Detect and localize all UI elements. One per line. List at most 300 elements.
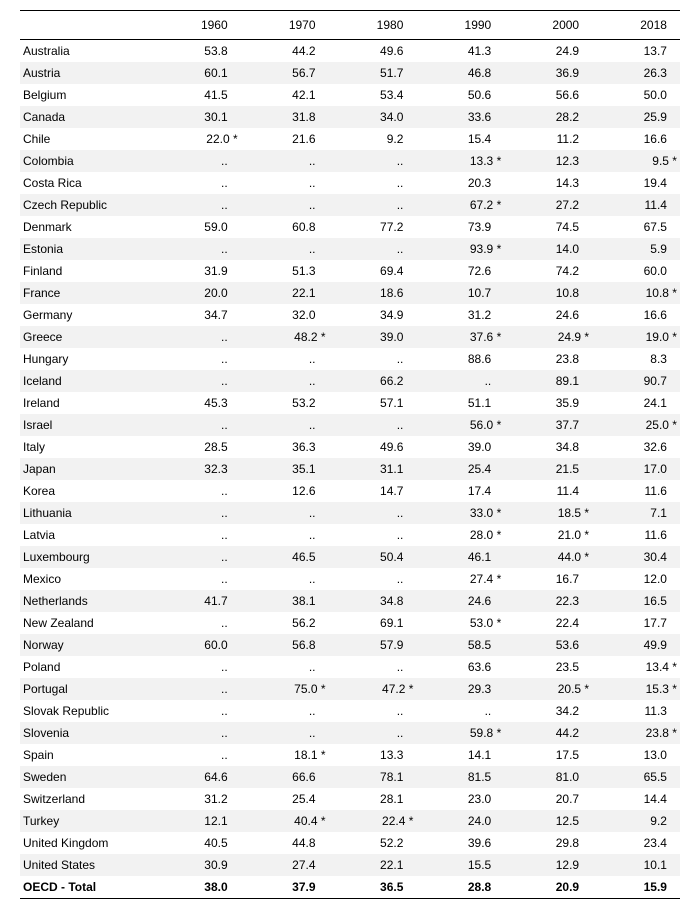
row-cell (416, 304, 504, 326)
row-value: 34.8 (380, 594, 404, 608)
row-cell (416, 656, 504, 678)
row-cell (592, 260, 680, 282)
row-value: 60.0 (643, 264, 667, 278)
row-cell (504, 216, 592, 238)
row-value: 18.1 * (294, 748, 326, 762)
row-cell (153, 810, 241, 832)
row-cell (416, 810, 504, 832)
row-cell (504, 502, 592, 524)
row-cell (592, 766, 680, 788)
row-value: 14.3 (555, 176, 580, 190)
row-cell (153, 612, 241, 634)
row-value: 11.2 (556, 132, 580, 146)
row-cell (592, 216, 680, 238)
row-value: 41.3 (467, 44, 492, 58)
row-label: Denmark (23, 220, 72, 234)
row-cell (241, 392, 329, 414)
row-value: 57.1 (380, 396, 404, 410)
row-label: Japan (23, 462, 56, 476)
row-cell (504, 84, 592, 106)
table-row (20, 832, 680, 854)
row-cell (504, 700, 592, 722)
row-cell (504, 150, 592, 172)
row-value: 12.0 (643, 572, 667, 586)
row-cell (592, 656, 680, 678)
row-value: 45.3 (204, 396, 228, 410)
row-cell (241, 568, 329, 590)
row-cell (241, 590, 329, 612)
row-cell (416, 634, 504, 656)
row-value: 72.6 (467, 264, 492, 278)
row-cell (153, 480, 241, 502)
row-value: 40.4 * (294, 814, 326, 828)
row-value: 24.6 (555, 308, 580, 322)
row-cell (416, 590, 504, 612)
header-value: 1970 (288, 18, 316, 32)
table-row (20, 40, 680, 62)
table-row (20, 700, 680, 722)
row-value: .. (220, 418, 228, 432)
total-row (20, 876, 680, 898)
row-value: 34.0 (380, 110, 404, 124)
row-cell (416, 480, 504, 502)
row-cell (329, 634, 417, 656)
row-value: 44.2 (555, 726, 580, 740)
row-cell (153, 678, 241, 700)
row-value: 20.5 * (557, 682, 590, 696)
row-cell (241, 656, 329, 678)
row-cell (592, 854, 680, 876)
row-cell (241, 766, 329, 788)
row-cell (504, 194, 592, 216)
row-cell (592, 282, 680, 304)
row-value: 22.4 * (382, 814, 414, 828)
row-value: 41.5 (204, 88, 228, 102)
row-cell (153, 700, 241, 722)
row-value: .. (308, 154, 316, 168)
row-cell (241, 744, 329, 766)
row-cell (329, 84, 417, 106)
row-value: .. (220, 330, 228, 344)
row-cell (153, 106, 241, 128)
row-value: 34.2 (555, 704, 580, 718)
row-cell (504, 414, 592, 436)
row-value: 53.6 (555, 638, 580, 652)
header-cell (592, 11, 680, 39)
table-row (20, 744, 680, 766)
table-row (20, 612, 680, 634)
row-cell (592, 238, 680, 260)
row-value: 90.7 (643, 374, 667, 388)
row-value: 23.0 (467, 792, 492, 806)
row-value: 81.5 (467, 770, 492, 784)
row-value: 60.0 (204, 638, 228, 652)
row-cell (504, 854, 592, 876)
row-label: Mexico (23, 572, 62, 586)
row-cell (329, 480, 417, 502)
row-value: 27.2 (555, 198, 580, 212)
row-value: 15.3 * (645, 682, 677, 696)
row-cell (592, 194, 680, 216)
row-cell (329, 172, 417, 194)
table-row (20, 282, 680, 304)
row-label: United Kingdom (23, 836, 109, 850)
table-row (20, 810, 680, 832)
row-cell (153, 304, 241, 326)
row-cell (416, 282, 504, 304)
row-value: 93.9 * (469, 242, 502, 256)
row-label: Estonia (23, 242, 64, 256)
row-value: .. (308, 198, 316, 212)
row-value: 23.4 (643, 836, 667, 850)
row-value: 30.4 (643, 550, 667, 564)
table-row (20, 392, 680, 414)
row-cell (241, 700, 329, 722)
row-value: 13.7 (643, 44, 667, 58)
row-value: 27.4 * (469, 572, 502, 586)
row-value: 32.3 (204, 462, 228, 476)
row-cell (504, 326, 592, 348)
table-row (20, 788, 680, 810)
row-value: 89.1 (555, 374, 580, 388)
table-row (20, 766, 680, 788)
row-cell (592, 480, 680, 502)
row-cell (329, 194, 417, 216)
row-cell (416, 62, 504, 84)
row-value: 66.2 (380, 374, 404, 388)
row-cell (329, 436, 417, 458)
row-value: .. (220, 726, 228, 740)
row-cell (153, 392, 241, 414)
row-value: 57.9 (380, 638, 404, 652)
row-value: 53.0 * (469, 616, 502, 630)
row-cell (153, 590, 241, 612)
total-value: 28.8 (467, 880, 492, 894)
row-cell (592, 788, 680, 810)
row-cell (153, 128, 241, 150)
row-cell (504, 458, 592, 480)
table-row (20, 480, 680, 502)
row-cell (153, 832, 241, 854)
row-cell (329, 546, 417, 568)
row-value: .. (220, 682, 228, 696)
row-value: .. (396, 352, 404, 366)
row-cell (416, 744, 504, 766)
row-value: .. (220, 704, 228, 718)
table-row (20, 502, 680, 524)
row-value: .. (220, 352, 228, 366)
row-cell (416, 700, 504, 722)
row-value: 34.8 (555, 440, 580, 454)
row-cell (592, 502, 680, 524)
row-value: .. (308, 418, 316, 432)
row-value: 17.5 (555, 748, 580, 762)
row-cell (329, 62, 417, 84)
row-value: 39.6 (467, 836, 492, 850)
row-cell (416, 128, 504, 150)
row-cell (504, 832, 592, 854)
row-value: 25.4 (292, 792, 316, 806)
row-cell (329, 304, 417, 326)
row-value: .. (396, 572, 404, 586)
row-value: 11.3 (644, 704, 667, 718)
row-value: 59.8 * (469, 726, 502, 740)
row-cell (153, 854, 241, 876)
row-cell (416, 150, 504, 172)
row-value: .. (308, 176, 316, 190)
table-row (20, 62, 680, 84)
row-value: .. (220, 748, 228, 762)
row-cell (416, 678, 504, 700)
row-cell (504, 348, 592, 370)
row-value: 35.9 (555, 396, 580, 410)
row-value: 56.6 (555, 88, 580, 102)
row-cell (241, 546, 329, 568)
row-value: 12.1 (204, 814, 228, 828)
row-cell (504, 590, 592, 612)
table-row (20, 656, 680, 678)
row-cell (504, 304, 592, 326)
row-cell (592, 40, 680, 62)
row-cell (416, 370, 504, 392)
row-cell (416, 502, 504, 524)
row-label: Luxembourg (23, 550, 90, 564)
row-value: 53.8 (204, 44, 228, 58)
row-value: 22.1 (292, 286, 316, 300)
row-value: 5.9 (650, 242, 667, 256)
row-value: 32.6 (643, 440, 667, 454)
row-value: 30.1 (204, 110, 228, 124)
row-value: 21.6 (292, 132, 316, 146)
table-row (20, 414, 680, 436)
row-value: 23.8 * (645, 726, 677, 740)
row-cell (504, 436, 592, 458)
row-value: .. (220, 198, 228, 212)
total-cell (592, 876, 680, 898)
row-cell (592, 348, 680, 370)
row-cell (504, 788, 592, 810)
row-value: .. (308, 572, 316, 586)
row-cell (153, 84, 241, 106)
row-label: Slovak Republic (23, 704, 110, 718)
row-value: 9.2 (386, 132, 404, 146)
row-value: 24.9 * (557, 330, 590, 344)
table-row (20, 216, 680, 238)
table-row (20, 568, 680, 590)
row-value: 16.6 (643, 132, 667, 146)
row-value: .. (220, 660, 228, 674)
table-row (20, 84, 680, 106)
row-cell (329, 590, 417, 612)
row-cell (329, 810, 417, 832)
row-cell (504, 524, 592, 546)
row-value: 66.6 (292, 770, 316, 784)
table-row (20, 436, 680, 458)
row-value: .. (396, 528, 404, 542)
total-value: 20.9 (555, 880, 580, 894)
row-value: .. (484, 374, 492, 388)
row-cell (416, 568, 504, 590)
row-value: 64.6 (204, 770, 228, 784)
row-cell (592, 458, 680, 480)
row-label: Germany (23, 308, 73, 322)
row-cell (329, 106, 417, 128)
row-value: 60.8 (292, 220, 316, 234)
row-value: 29.8 (555, 836, 580, 850)
row-value: 11.6 (644, 528, 667, 542)
row-cell (241, 722, 329, 744)
row-cell (153, 172, 241, 194)
row-value: 13.3 (380, 748, 404, 762)
row-cell (504, 546, 592, 568)
row-value: 59.0 (204, 220, 228, 234)
row-cell (416, 524, 504, 546)
row-cell (241, 502, 329, 524)
row-cell (592, 744, 680, 766)
row-cell (416, 106, 504, 128)
row-value: 31.2 (204, 792, 228, 806)
row-label: Czech Republic (23, 198, 108, 212)
row-cell (592, 414, 680, 436)
table-body (20, 40, 680, 876)
row-value: 21.0 * (557, 528, 590, 542)
row-cell (153, 194, 241, 216)
row-value: 12.9 (555, 858, 580, 872)
row-value: 39.0 (467, 440, 492, 454)
row-value: 8.3 (650, 352, 667, 366)
table-row (20, 106, 680, 128)
row-value: 10.7 (467, 286, 492, 300)
row-cell (241, 216, 329, 238)
table-row (20, 634, 680, 656)
row-value: 56.7 (292, 66, 316, 80)
table-row (20, 150, 680, 172)
row-cell (153, 524, 241, 546)
row-value: 25.4 (467, 462, 492, 476)
row-label: Hungary (23, 352, 69, 366)
header-cell (504, 11, 592, 39)
row-cell (416, 612, 504, 634)
row-cell (241, 458, 329, 480)
data-table (20, 10, 680, 899)
table-row (20, 458, 680, 480)
row-cell (329, 392, 417, 414)
row-cell (504, 744, 592, 766)
row-value: 50.0 (643, 88, 667, 102)
row-value: 28.1 (380, 792, 404, 806)
row-value: 56.8 (292, 638, 316, 652)
row-cell (504, 172, 592, 194)
row-value: 22.3 (555, 594, 580, 608)
row-cell (153, 370, 241, 392)
row-cell (329, 502, 417, 524)
row-value: 56.2 (292, 616, 316, 630)
row-value: 17.0 (643, 462, 667, 476)
row-value: 24.6 (467, 594, 492, 608)
row-cell (416, 722, 504, 744)
row-cell (592, 304, 680, 326)
row-cell (416, 172, 504, 194)
row-cell (416, 832, 504, 854)
row-cell (241, 348, 329, 370)
row-value: 24.9 (555, 44, 580, 58)
row-value: 51.3 (292, 264, 316, 278)
row-cell (241, 326, 329, 348)
row-value: .. (396, 198, 404, 212)
row-cell (329, 524, 417, 546)
row-cell (504, 656, 592, 678)
row-label: Colombia (23, 154, 74, 168)
row-value: 47.2 * (382, 682, 414, 696)
row-value: 19.4 (643, 176, 667, 190)
row-value: 46.8 (467, 66, 492, 80)
row-value: 33.6 (467, 110, 492, 124)
row-value: 58.5 (467, 638, 492, 652)
row-value: 44.8 (292, 836, 316, 850)
row-cell (416, 854, 504, 876)
row-label: Korea (23, 484, 56, 498)
row-value: 12.3 (555, 154, 580, 168)
header-row (20, 11, 680, 39)
row-label: Austria (23, 66, 61, 80)
row-label: Sweden (23, 770, 67, 784)
row-cell (241, 832, 329, 854)
row-value: 11.4 (556, 484, 580, 498)
row-value: 74.5 (555, 220, 580, 234)
row-cell (329, 238, 417, 260)
row-cell (153, 766, 241, 788)
row-cell (592, 370, 680, 392)
row-value: 9.5 * (652, 154, 677, 168)
row-value: 77.2 (380, 220, 404, 234)
row-value: 31.2 (467, 308, 492, 322)
row-value: 33.0 * (469, 506, 502, 520)
row-cell (329, 700, 417, 722)
header-cell (329, 11, 417, 39)
row-label: Greece (23, 330, 63, 344)
row-value: 27.4 (292, 858, 316, 872)
row-value: 12.6 (292, 484, 316, 498)
row-value: 32.0 (292, 308, 316, 322)
header-value: 1990 (464, 18, 492, 32)
row-cell (153, 40, 241, 62)
row-value: 16.5 (643, 594, 667, 608)
table-row (20, 722, 680, 744)
row-value: 44.2 (292, 44, 316, 58)
total-value: 36.5 (380, 880, 404, 894)
row-cell (592, 832, 680, 854)
row-cell (241, 524, 329, 546)
row-cell (329, 348, 417, 370)
header-cell (241, 11, 329, 39)
row-value: .. (308, 704, 316, 718)
row-label: Norway (23, 638, 64, 652)
row-value: 12.5 (555, 814, 580, 828)
row-cell (329, 128, 417, 150)
row-value: 22.4 (555, 616, 580, 630)
row-cell (504, 370, 592, 392)
header-value: 1980 (376, 18, 404, 32)
row-value: 10.8 (555, 286, 580, 300)
row-value: 14.7 (380, 484, 404, 498)
row-cell (592, 150, 680, 172)
row-value: 53.4 (380, 88, 404, 102)
row-value: 46.5 (292, 550, 316, 564)
row-value: 20.3 (467, 176, 492, 190)
row-value: 44.0 * (557, 550, 590, 564)
row-value: 74.2 (555, 264, 580, 278)
row-cell (504, 282, 592, 304)
